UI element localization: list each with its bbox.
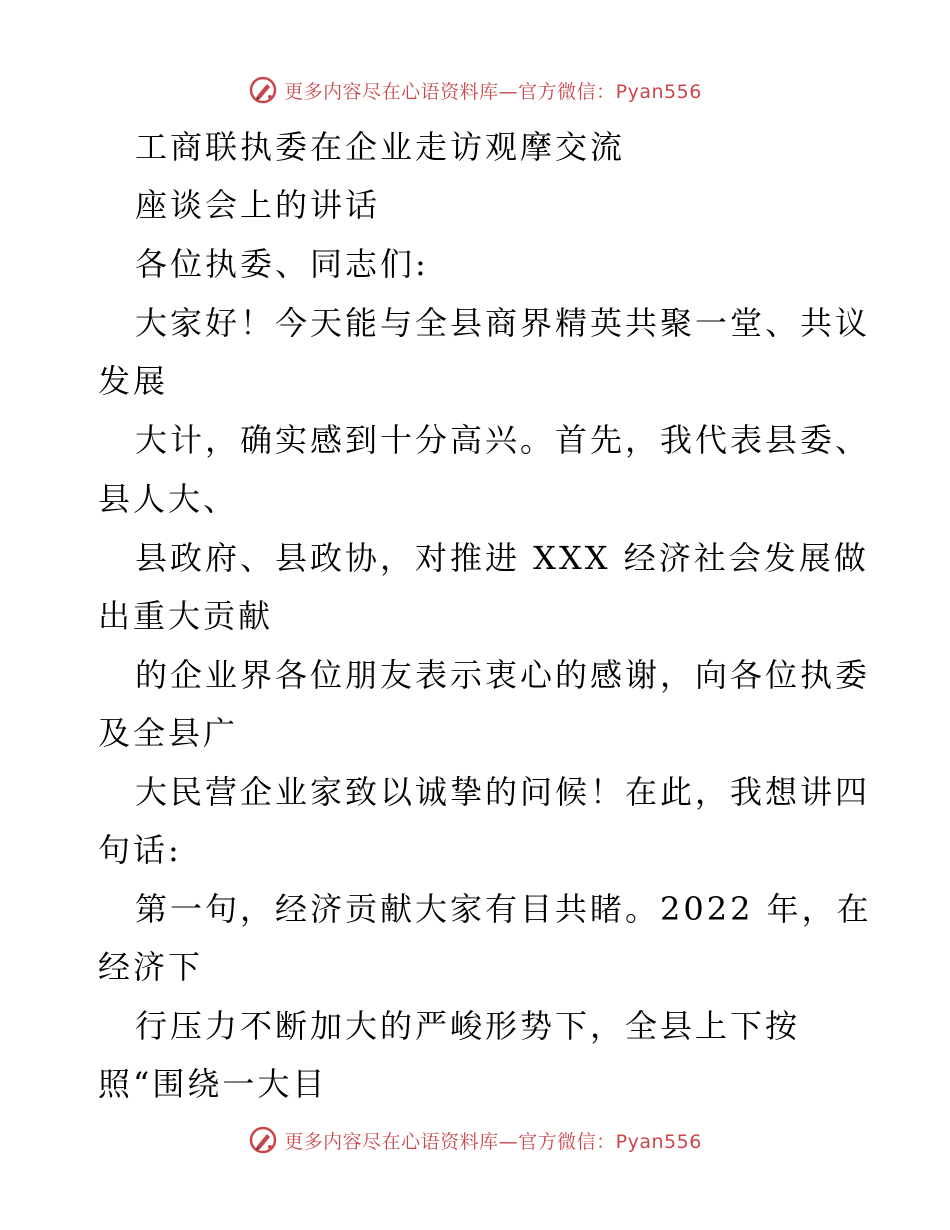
pen-logo-icon [248, 1125, 278, 1155]
body-line: 经济下 [98, 948, 204, 986]
pen-logo-icon [248, 75, 278, 105]
header-banner [0, 70, 950, 110]
body-line: 的企业界各位朋友表示衷心的感谢，向各位执委 [135, 656, 871, 694]
body-line: 大家好！今天能与全县商界精英共聚一堂、共议 [135, 304, 871, 342]
body-line: 照“围绕一大目 [98, 1065, 328, 1103]
body-line: 县政府、县政协，对推进 XXX 经济社会发展做 [135, 539, 869, 577]
body-line: 发展 [98, 362, 169, 400]
banner-text: 更多内容尽在心语资料库—官方微信：Pyan556 [284, 80, 702, 103]
body-line: 大计，确实感到十分高兴。首先，我代表县委、 [135, 421, 871, 459]
body-line: 及全县广 [98, 714, 239, 752]
salutation: 各位执委、同志们: [135, 245, 429, 283]
body-line: 出重大贡献 [98, 597, 274, 635]
footer-banner [0, 1120, 950, 1160]
body-line: 行压力不断加大的严峻形势下，全县上下按 [135, 1007, 801, 1045]
banner-text: 更多内容尽在心语资料库—官方微信：Pyan556 [284, 1130, 702, 1153]
body-line: 县人大、 [98, 480, 239, 518]
body-line: 大民营企业家致以诚挚的问候！在此，我想讲四 [135, 773, 871, 811]
doc-title-line-2: 座谈会上的讲话 [135, 186, 381, 224]
body-line: 第一句，经济贡献大家有目共睹。2022 年，在 [135, 890, 872, 928]
body-line: 句话: [98, 831, 182, 869]
doc-title-line-1: 工商联执委在企业走访观摩交流 [135, 128, 626, 166]
